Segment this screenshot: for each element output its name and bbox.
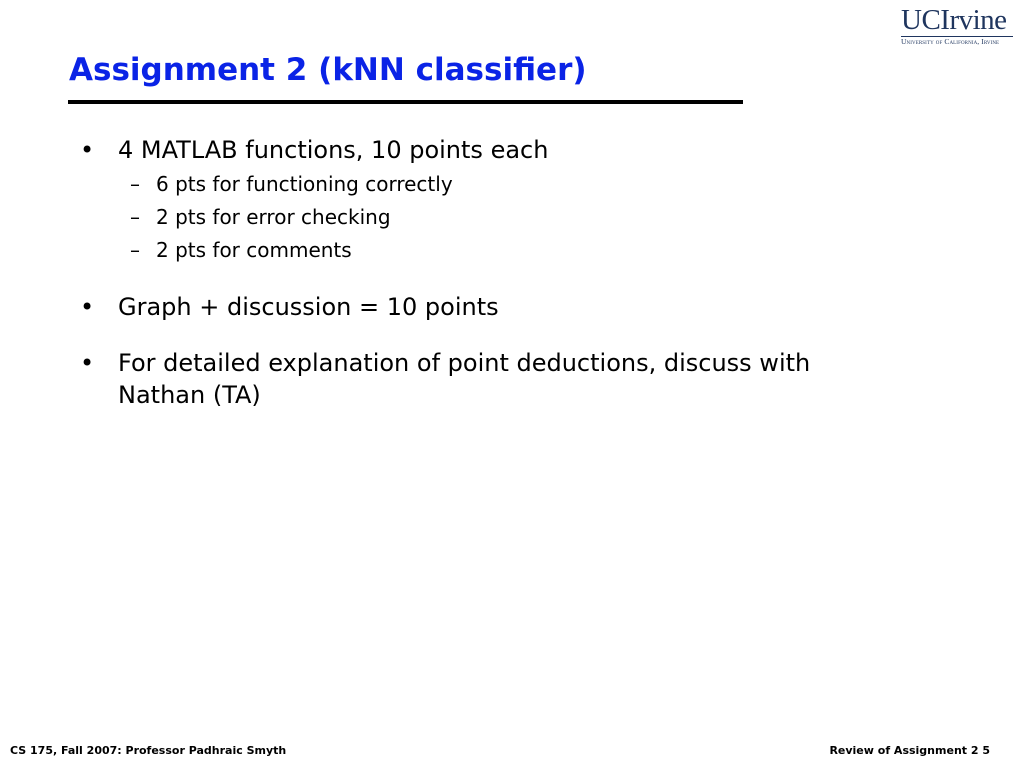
sub-bullet-marker: – (130, 205, 140, 229)
footer-course-info: CS 175, Fall 2007: Professor Padhraic Smyth (10, 744, 287, 757)
logo-wordmark: UCIrvine (901, 4, 1007, 36)
bullet-text: Graph + discussion = 10 points (118, 293, 499, 321)
sub-bullet-item (130, 234, 900, 267)
sub-bullet-item (130, 201, 900, 234)
bullet-text: 4 MATLAB functions, 10 points each (118, 136, 549, 164)
bullet-text: For detailed explanation of point deductions, discuss with Nathan (TA) (118, 349, 811, 409)
bullet-marker: • (80, 349, 95, 377)
bullet-item-deductions (80, 347, 900, 411)
sub-bullet-marker: – (130, 238, 140, 262)
sub-bullet-item (130, 168, 900, 201)
title-underline-rule (68, 100, 743, 104)
uc-irvine-logo (901, 5, 1013, 47)
bullet-marker: • (80, 293, 95, 321)
bullet-marker: • (80, 136, 95, 164)
bullet-item-graph (80, 291, 900, 323)
logo-subtitle: University of California, Irvine (901, 37, 1000, 46)
sub-bullet-text: 2 pts for comments (156, 238, 352, 262)
footer-slide-info: Review of Assignment 2 5 (829, 744, 990, 757)
bullet-item-matlab (80, 134, 900, 267)
sub-bullet-list (118, 168, 900, 267)
sub-bullet-marker: – (130, 172, 140, 196)
sub-bullet-text: 2 pts for error checking (156, 205, 391, 229)
sub-bullet-text: 6 pts for functioning correctly (156, 172, 453, 196)
bullet-list (80, 134, 900, 435)
slide-title: Assignment 2 (kNN classifier) (69, 52, 587, 88)
